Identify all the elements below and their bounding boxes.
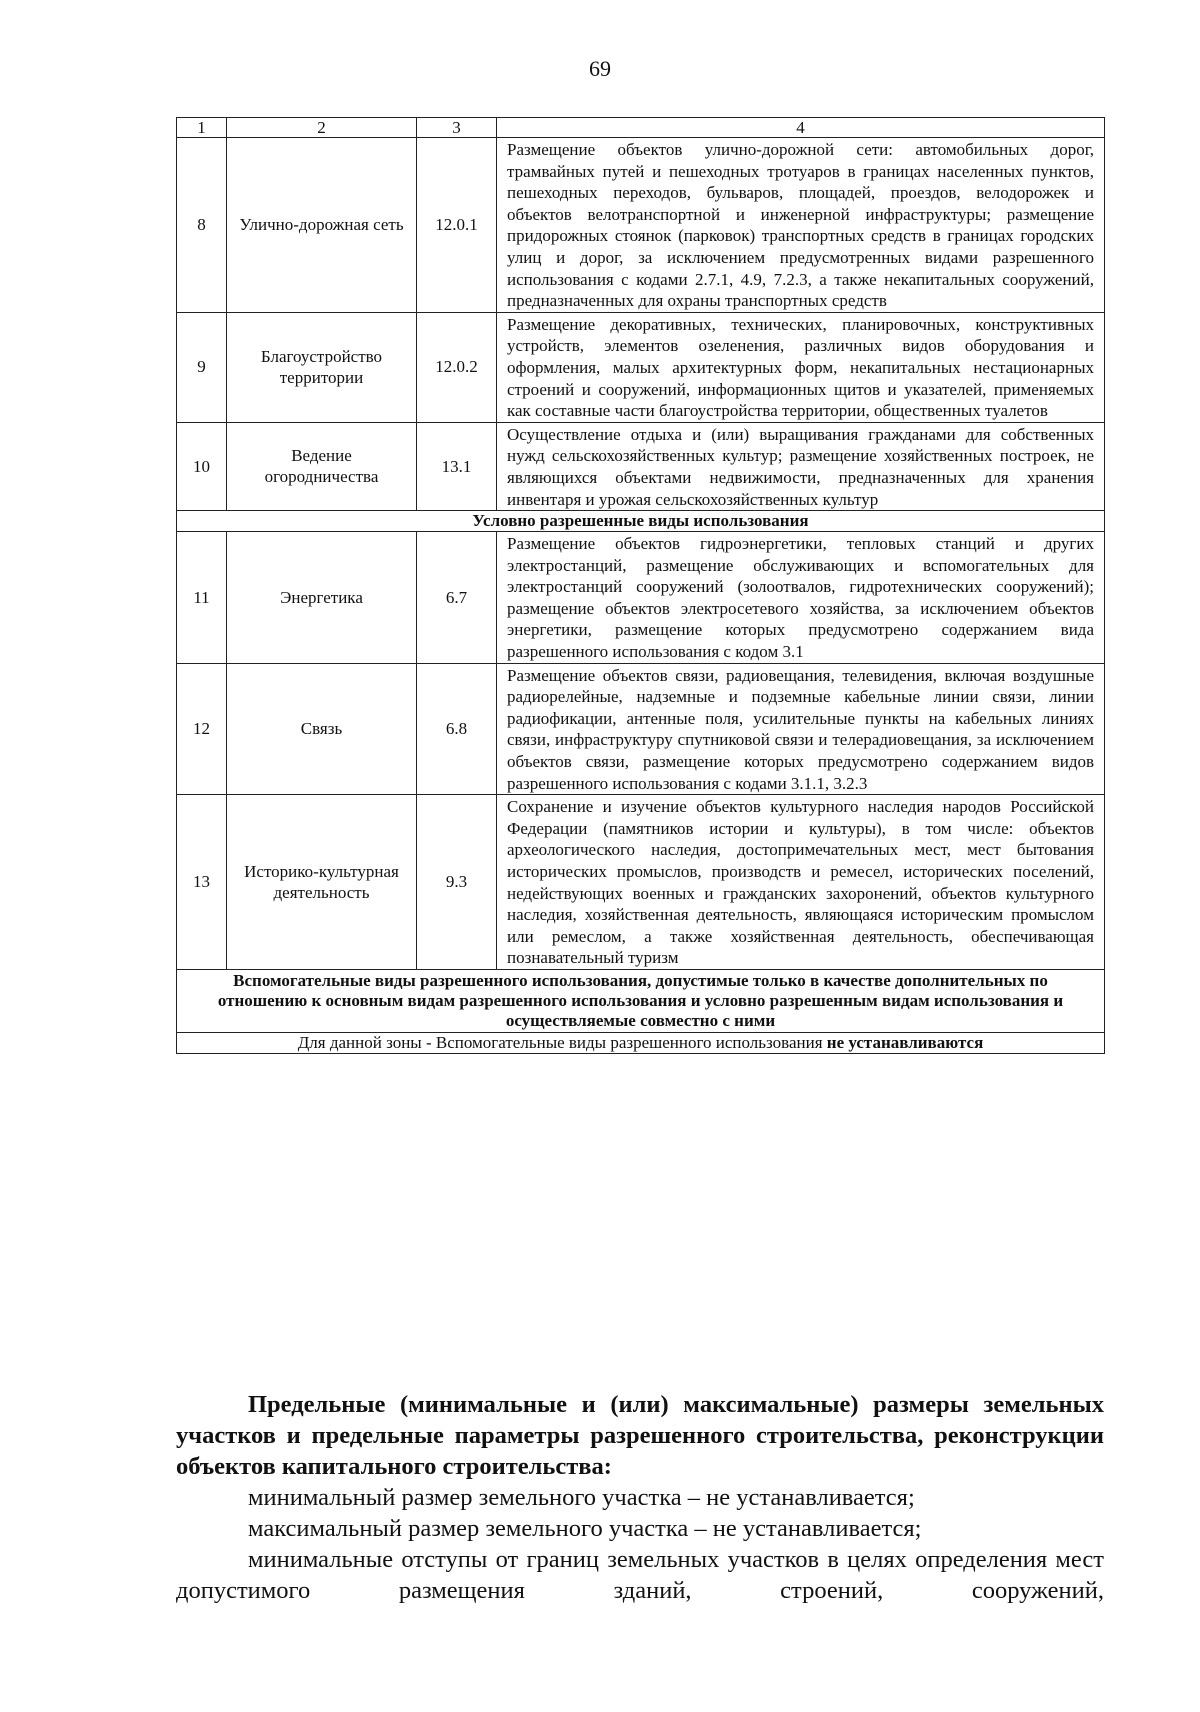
use-type-name: Связь: [227, 663, 417, 795]
use-type-code: 12.0.2: [417, 312, 497, 422]
table-row: [177, 532, 1105, 664]
note-text: Для данной зоны - Вспомогательные виды разрешенного использования: [297, 1032, 827, 1052]
use-type-name: Энергетика: [227, 532, 417, 664]
use-type-name: Улично-дорожная сеть: [227, 138, 417, 313]
min-plot-size-line: минимальный размер земельного участка – не устанавливается;: [248, 1484, 915, 1511]
use-type-name: Благоустройство территории: [227, 312, 417, 422]
use-type-description: [497, 138, 1105, 313]
auxiliary-note: [177, 1032, 1105, 1053]
note-emphasis: не устанавливаются: [826, 1032, 984, 1052]
use-type-description: [497, 422, 1105, 510]
use-type-code: 12.0.1: [417, 138, 497, 313]
note-row: [177, 1032, 1105, 1053]
description-text: Размещение объектов улично-дорожной сети: автомобильных дорог, трамвайных путей и пешеходных тротуаров в границах населенных пунктов, пешеходных переходов, бульваров, площадей, проездов, велодорожек и объектов велотранспортной и инженерной инфраструктуры; размещение придорожных стоянок (парковок) транспортных средств в границах городских улиц и дорог, за исключением предусмотренных видами разрешенного использования с кодами 2.7.1, 4.9, 7.2.3, а также некапитальных сооружений, предназначенных для охраны транспортных средств: [507, 140, 1094, 311]
use-type-description: [497, 532, 1105, 664]
section-conditional-title: Условно разрешенные виды использования: [177, 511, 1105, 532]
column-number-4: 4: [497, 118, 1105, 138]
row-number: 8: [177, 138, 227, 313]
page-number: 69: [589, 56, 611, 81]
description-text: Размещение объектов гидроэнергетики, тепловых станций и других электростанций, размещение обслуживающих и вспомогательных для электростанций сооружений (золоотвалов, гидротехнических сооружений); размещение объектов электросетевого хозяйства, за исключением объектов энергетики, размещение которых предусмотрено содержанием вида разрешенного использования с кодом 3.1: [507, 534, 1094, 662]
use-type-code: 9.3: [417, 795, 497, 970]
section-header-row: [177, 969, 1105, 1032]
column-number-1: 1: [177, 118, 227, 138]
row-number: 12: [177, 663, 227, 795]
column-number-3: 3: [417, 118, 497, 138]
column-number-row: [177, 118, 1105, 138]
use-type-name: Ведение огородничества: [227, 422, 417, 510]
row-number: 11: [177, 532, 227, 664]
row-number: 10: [177, 422, 227, 510]
table-row: [177, 312, 1105, 422]
section-header-row: [177, 511, 1105, 532]
table-row: [177, 795, 1105, 970]
use-type-description: [497, 795, 1105, 970]
description-text: Осуществление отдыха и (или) выращивания гражданами для собственных нужд сельскохозяйственных культур; размещение хозяйственных построек, не являющихся объектами недвижимости, предназначенных для хранения инвентаря и урожая сельскохозяйственных культур: [507, 424, 1094, 509]
use-type-description: [497, 663, 1105, 795]
use-type-name: Историко-культурная деятельность: [227, 795, 417, 970]
land-use-table: [176, 117, 1105, 1054]
use-type-code: 6.7: [417, 532, 497, 664]
table-row: [177, 663, 1105, 795]
use-type-code: 6.8: [417, 663, 497, 795]
table-row: [177, 138, 1105, 313]
section-auxiliary-title: Вспомогательные виды разрешенного использования, допустимые только в качестве дополнительных по отношению к основным видам разрешенного использования и условно разрешенным видам использования и осуществляемые совместно с ними: [177, 969, 1105, 1032]
column-number-2: 2: [227, 118, 417, 138]
description-text: Сохранение и изучение объектов культурного наследия народов Российской Федерации (памятников истории и культуры), в том числе: объектов археологического наследия, достопримечательных мест, мест бытования исторических промыслов, производств и ремесел, исторических поселений, недействующих военных и гражданских захоронений, объектов культурного наследия, хозяйственная деятельность, являющаяся историческим промыслом или ремеслом, а также хозяйственная деятельность, обеспечивающая познавательный туризм: [507, 797, 1094, 968]
use-type-description: [497, 312, 1105, 422]
parameters-heading: Предельные (минимальные и (или) максимальные) размеры земельных участков и предельные параметры разрешенного строительства, реконструкции объектов капитального строительства:: [176, 1391, 1104, 1480]
description-text: Размещение декоративных, технических, планировочных, конструктивных устройств, элементов озеленения, различных видов оборудования и оформления, малых архитектурных форм, некапитальных нестационарных строений и сооружений, информационных щитов и указателей, применяемых как составные части благоустройства территории, общественных туалетов: [507, 314, 1094, 421]
row-number: 13: [177, 795, 227, 970]
table-row: [177, 422, 1105, 510]
parameters-section: [176, 1389, 1104, 1606]
use-type-code: 13.1: [417, 422, 497, 510]
description-text: Размещение объектов связи, радиовещания, телевидения, включая воздушные радиорелейные, надземные и подземные кабельные линии связи, линии радиофикации, антенные поля, усилительные пункты на кабельных линиях связи, инфраструктуру спутниковой связи и телерадиовещания, за исключением объектов связи, размещение которых предусмотрено содержанием видов разрешенного использования с кодами 3.1.1, 3.2.3: [507, 665, 1094, 793]
max-plot-size-line: максимальный размер земельного участка – не устанавливается;: [248, 1515, 922, 1542]
min-offsets-line: минимальные отступы от границ земельных участков в целях определения мест допустимого размещения зданий, строений, сооружений,: [176, 1546, 1104, 1604]
row-number: 9: [177, 312, 227, 422]
